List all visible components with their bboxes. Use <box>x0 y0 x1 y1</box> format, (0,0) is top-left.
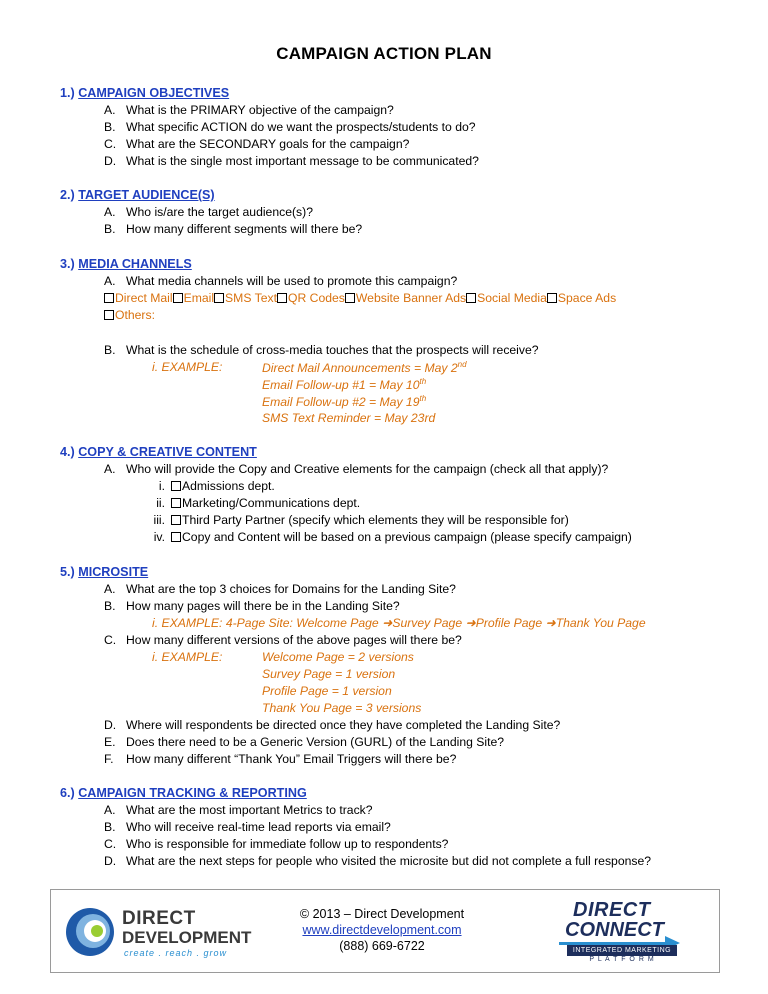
section-5-link[interactable]: MICROSITE <box>78 565 149 579</box>
list-item: B. How many different segments will there be? <box>104 222 363 236</box>
checkbox-icon <box>547 293 557 303</box>
section-1-link[interactable]: CAMPAIGN OBJECTIVES <box>78 86 230 100</box>
section-6-heading: 6.) CAMPAIGN TRACKING & REPORTING <box>60 786 307 800</box>
list-item: B. Who will receive real-time lead reports via email? <box>104 820 391 834</box>
arrow-right-icon: ➜ <box>545 616 556 630</box>
section-3-link[interactable]: MEDIA CHANNELS <box>78 257 192 271</box>
checkbox-space-ads[interactable]: Space Ads <box>547 291 616 305</box>
list-item: C. How many different versions of the above pages will there be? <box>104 633 462 647</box>
example-page-flow: i. EXAMPLE: 4-Page Site: Welcome Page ➜Survey Page ➜Profile Page ➜Thank You Page <box>152 616 646 630</box>
checkbox-previous-campaign[interactable]: Copy and Content will be based on a previous campaign (please specify campaign) <box>171 530 632 544</box>
page-title: CAMPAIGN ACTION PLAN <box>276 44 492 63</box>
checkbox-others[interactable]: Others: <box>104 308 155 322</box>
checkbox-icon <box>171 481 181 491</box>
roman-numeral: iv. <box>153 530 165 544</box>
roman-numeral: ii. <box>156 496 165 510</box>
list-item: A. What media channels will be used to promote this campaign? <box>104 274 458 288</box>
example-line: Survey Page = 1 version <box>262 667 396 681</box>
list-item: A. Who is/are the target audience(s)? <box>104 205 313 219</box>
list-item: A. What are the top 3 choices for Domains for the Landing Site? <box>104 582 456 596</box>
checkbox-sms-text[interactable]: SMS Text <box>214 291 277 305</box>
checkbox-admissions[interactable]: Admissions dept. <box>171 479 275 493</box>
footer-contact <box>270 906 494 954</box>
example-line: Email Follow-up #1 = May 10th <box>262 377 427 393</box>
list-item: A. What are the most important Metrics to track? <box>104 803 373 817</box>
checkbox-email[interactable]: Email <box>173 291 214 305</box>
example-line: SMS Text Reminder = May 23rd <box>262 411 436 425</box>
section-2-heading: 2.) TARGET AUDIENCE(S) <box>60 188 215 202</box>
direct-development-logo[interactable]: DIRECT DEVELOPMENT create . reach . grow <box>64 904 264 960</box>
section-3-heading: 3.) MEDIA CHANNELS <box>60 257 192 271</box>
section-5-heading: 5.) MICROSITE <box>60 565 149 579</box>
checkbox-third-party[interactable]: Third Party Partner (specify which elements they will be responsible for) <box>171 513 569 527</box>
checkbox-icon <box>104 310 114 320</box>
example-line: Email Follow-up #2 = May 19th <box>262 394 427 410</box>
checkbox-icon <box>173 293 183 303</box>
arrow-right-icon: ➜ <box>465 616 476 630</box>
list-item: D. What is the single most important message to be communicated? <box>104 154 479 168</box>
example-line: Direct Mail Announcements = May 2nd <box>262 360 467 376</box>
example-line: Profile Page = 1 version <box>262 684 392 698</box>
list-item: B. What is the schedule of cross-media touches that the prospects will receive? <box>104 343 539 357</box>
footer-copyright: © 2013 – Direct Development <box>299 907 465 921</box>
checkbox-social-media[interactable]: Social Media <box>466 291 547 305</box>
roman-numeral: i. <box>158 479 165 493</box>
checkbox-marketing[interactable]: Marketing/Communications dept. <box>171 496 360 510</box>
checkbox-icon <box>171 532 181 542</box>
swirl-logo-icon <box>64 904 120 960</box>
list-item: B. How many pages will there be in the Landing Site? <box>104 599 400 613</box>
media-channel-checklist <box>104 291 616 305</box>
section-4-heading: 4.) COPY & CREATIVE CONTENT <box>60 445 257 459</box>
checkbox-qr-codes[interactable]: QR Codes <box>277 291 345 305</box>
checkbox-icon <box>214 293 224 303</box>
checkbox-direct-mail[interactable]: Direct Mail <box>104 291 173 305</box>
roman-numeral: iii. <box>153 513 165 527</box>
section-4-link[interactable]: COPY & CREATIVE CONTENT <box>78 445 257 459</box>
list-item: A. What is the PRIMARY objective of the campaign? <box>104 103 394 117</box>
checkbox-icon <box>466 293 476 303</box>
footer-website-link[interactable]: www.directdevelopment.com <box>302 923 462 937</box>
direct-connect-logo[interactable]: DIRECT CONNECT INTEGRATED MARKETING P L A T F O R M <box>555 899 690 965</box>
section-2-link[interactable]: TARGET AUDIENCE(S) <box>78 188 215 202</box>
example-label: i. EXAMPLE: <box>152 360 223 374</box>
list-item: D. What are the next steps for people who visited the microsite but did not complete a full response? <box>104 854 652 868</box>
list-item: C. Who is responsible for immediate follow up to respondents? <box>104 837 449 851</box>
list-item: E. Does there need to be a Generic Version (GURL) of the Landing Site? <box>104 735 505 749</box>
checkbox-icon <box>345 293 355 303</box>
list-item: B. What specific ACTION do we want the prospects/students to do? <box>104 120 476 134</box>
section-6-link[interactable]: CAMPAIGN TRACKING & REPORTING <box>78 786 307 800</box>
checkbox-website-banner-ads[interactable]: Website Banner Ads <box>345 291 466 305</box>
arrow-right-icon: ➜ <box>382 616 393 630</box>
list-item: C. What are the SECONDARY goals for the campaign? <box>104 137 410 151</box>
footer-phone: (888) 669-6722 <box>339 939 425 953</box>
example-label: i. EXAMPLE: <box>152 650 223 664</box>
section-1-heading: 1.) CAMPAIGN OBJECTIVES <box>60 86 230 100</box>
list-item: F. How many different “Thank You” Email Triggers will there be? <box>104 752 457 766</box>
example-line: Welcome Page = 2 versions <box>262 650 414 664</box>
list-item: D. Where will respondents be directed once they have completed the Landing Site? <box>104 718 561 732</box>
list-item: A. Who will provide the Copy and Creative elements for the campaign (check all that apply)? <box>104 462 609 476</box>
example-line: Thank You Page = 3 versions <box>262 701 422 715</box>
checkbox-icon <box>104 293 114 303</box>
checkbox-icon <box>277 293 287 303</box>
checkbox-icon <box>171 498 181 508</box>
checkbox-icon <box>171 515 181 525</box>
